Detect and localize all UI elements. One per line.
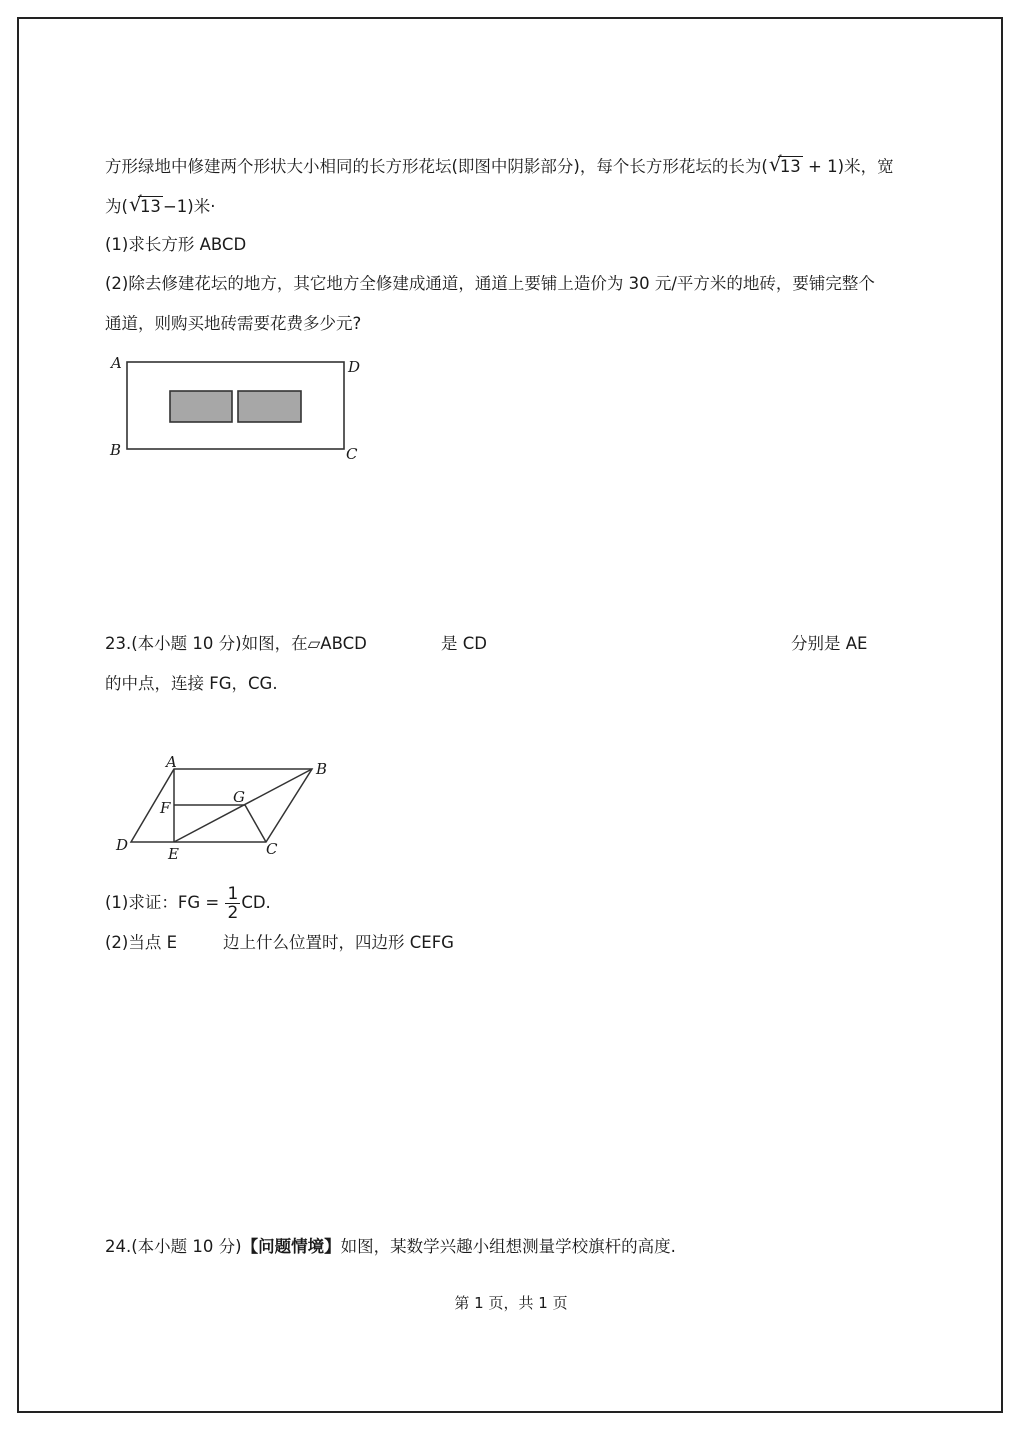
p23-question-1: [105, 885, 271, 922]
label-d: D: [348, 358, 361, 376]
segment-gc: [245, 805, 266, 842]
label-a: A: [166, 753, 177, 771]
p22-line2-end: −1)米·: [162, 197, 216, 216]
p22-question-2-line2: 通道，则购买地砖需要花费多少元?: [105, 314, 362, 333]
p22-question-2-line1: (2)除去修建花坛的地方，其它地方全修建成通道，通道上要铺上造价为 30 元/平方米的地砖，要铺完整个: [105, 274, 875, 293]
label-d: D: [116, 836, 129, 854]
label-b: B: [316, 760, 328, 778]
p23-q1-end: CD.: [241, 893, 271, 912]
p23-line1-start: 23.(本小题 10 分)如图，在▱ABCD: [105, 634, 367, 653]
p23-line1-mid: 是 CD: [441, 634, 487, 653]
figure-rectangle-abcd: [100, 350, 370, 465]
sqrt-13: √ 13: [128, 192, 161, 216]
label-c: C: [346, 445, 358, 463]
fraction-one-half: [225, 885, 240, 922]
label-e: E: [168, 845, 179, 863]
outer-rectangle: [127, 362, 344, 449]
numerator: 1: [227, 884, 239, 904]
label-f: F: [160, 799, 171, 817]
p22-question-1: (1)求长方形 ABCD: [105, 235, 247, 254]
label-b: B: [110, 441, 122, 459]
p22-line1-start: 方形绿地中修建两个形状大小相同的长方形花坛(即图中阴影部分)，每个长方形花坛的长为(: [105, 157, 768, 176]
radicand: 13: [139, 197, 161, 216]
p22-line2-start: 为(: [105, 197, 128, 216]
p22-line1: [105, 152, 894, 178]
figure-parallelogram: [100, 750, 340, 865]
p23-q1-start: (1)求证：FG =: [105, 893, 220, 912]
p24-prefix: 24.(本小题 10 分): [105, 1237, 242, 1256]
label-a: A: [111, 354, 122, 372]
p23-line2: 的中点，连接 FG，CG.: [105, 674, 278, 693]
p23-line1-end: 分别是 AE: [791, 634, 868, 653]
p24-line1: [105, 1236, 676, 1258]
flower-bed-right: [238, 391, 301, 422]
flower-bed-left: [170, 391, 232, 422]
label-c: C: [266, 840, 278, 858]
p22-line2: [105, 192, 216, 218]
denominator: 2: [227, 903, 239, 923]
p24-section-heading: 【问题情境】: [241, 1237, 341, 1256]
p23-question-2-end: 边上什么位置时，四边形 CEFG: [223, 933, 454, 952]
p22-line1-end: + 1)米，宽: [802, 157, 894, 176]
sqrt-13: √ 13: [768, 152, 801, 176]
p24-text: 如图，某数学兴趣小组想测量学校旗杆的高度.: [340, 1237, 676, 1256]
page-footer: 第 1 页，共 1 页: [454, 1294, 568, 1312]
page-border: [17, 17, 1003, 1413]
p23-question-2-start: (2)当点 E: [105, 933, 178, 952]
radicand: 13: [779, 157, 801, 176]
label-g: G: [233, 788, 245, 806]
